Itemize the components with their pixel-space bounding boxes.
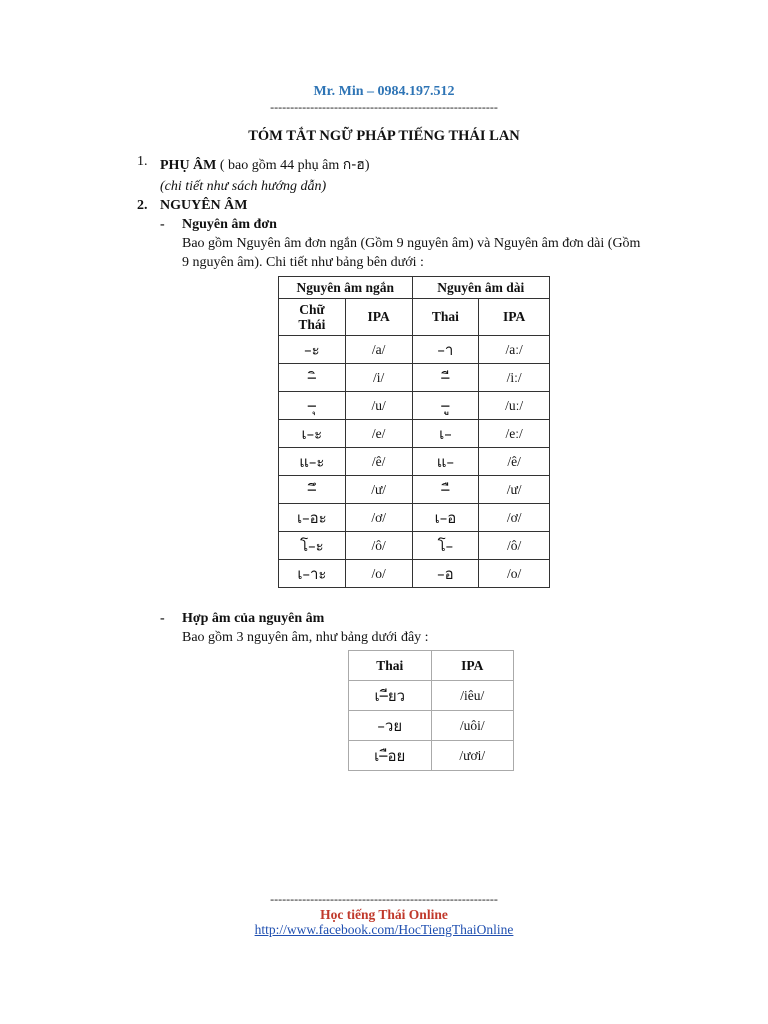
sub2-paragraph: Bao gồm 3 nguyên âm, như bảng dưới đây : bbox=[182, 630, 429, 645]
long-vowel-ipa: /ê/ bbox=[479, 448, 550, 476]
short-vowel-thai: แ–ะ bbox=[279, 448, 346, 476]
section1-note: (chi tiết như sách hướng dẫn) bbox=[160, 179, 327, 194]
cluster-ipa: /uôi/ bbox=[431, 711, 514, 741]
section2-heading: NGUYÊN ÂM bbox=[160, 198, 248, 213]
section1-thai-range: ก-ฮ bbox=[342, 157, 365, 173]
cluster-col-ipa-header: IPA bbox=[431, 651, 514, 681]
col-thai-long-header: Thai bbox=[412, 299, 479, 336]
single-vowels-table bbox=[278, 276, 550, 588]
short-vowel-ipa: /ô/ bbox=[345, 532, 412, 560]
cluster-thai: เ–ือย bbox=[349, 741, 432, 771]
short-vowel-ipa: /ơ/ bbox=[345, 504, 412, 532]
col-ipa-short-header: IPA bbox=[345, 299, 412, 336]
short-vowel-thai: –ึ bbox=[279, 476, 346, 504]
long-vowel-ipa: /aː/ bbox=[479, 336, 550, 364]
long-vowel-ipa: /ơ/ bbox=[479, 504, 550, 532]
header-divider: --------------------------------------------------------- bbox=[270, 100, 498, 114]
table-row bbox=[279, 532, 550, 560]
short-vowel-thai: เ–อะ bbox=[279, 504, 346, 532]
sub2-heading: Hợp âm của nguyên âm bbox=[182, 611, 325, 626]
long-vowel-ipa: /ư/ bbox=[479, 476, 550, 504]
table-row bbox=[349, 681, 514, 711]
footer-divider: --------------------------------------------------------- bbox=[270, 892, 498, 906]
table-row bbox=[279, 336, 550, 364]
short-vowel-ipa: /o/ bbox=[345, 560, 412, 588]
long-vowel-thai: –ู bbox=[412, 392, 479, 420]
table-row bbox=[279, 364, 550, 392]
short-vowel-thai: เ–ะ bbox=[279, 420, 346, 448]
table-row bbox=[279, 504, 550, 532]
short-vowel-thai: –ุ bbox=[279, 392, 346, 420]
long-vowel-thai: แ– bbox=[412, 448, 479, 476]
short-vowel-thai: เ–าะ bbox=[279, 560, 346, 588]
long-vowel-thai: เ– bbox=[412, 420, 479, 448]
section2-number: 2. bbox=[137, 198, 148, 213]
section1-heading: PHỤ ÂM bbox=[160, 158, 217, 173]
short-vowel-ipa: /ư/ bbox=[345, 476, 412, 504]
sub1-paragraph-line1: Bao gồm Nguyên âm đơn ngắn (Gồm 9 nguyên âm) và Nguyên âm đơn dài (Gồm bbox=[182, 236, 641, 251]
long-vowel-thai: –า bbox=[412, 336, 479, 364]
section1-close: ) bbox=[364, 158, 370, 173]
cluster-thai: –วย bbox=[349, 711, 432, 741]
section1-text: ( bao gồm 44 phụ âm bbox=[219, 158, 343, 173]
group-long-header: Nguyên âm dài bbox=[412, 277, 550, 299]
table-row bbox=[279, 420, 550, 448]
short-vowel-thai: –ิ bbox=[279, 364, 346, 392]
short-vowel-thai: –ะ bbox=[279, 336, 346, 364]
footer-title: Học tiếng Thái Online bbox=[320, 907, 448, 922]
short-vowel-ipa: /a/ bbox=[345, 336, 412, 364]
long-vowel-ipa: /iː/ bbox=[479, 364, 550, 392]
col-thai-header-line2: Thái bbox=[298, 317, 326, 332]
long-vowel-ipa: /uː/ bbox=[479, 392, 550, 420]
section1-line bbox=[160, 154, 370, 176]
sub1-heading: Nguyên âm đơn bbox=[182, 217, 277, 232]
sub1-bullet: - bbox=[160, 217, 165, 232]
table-row bbox=[279, 560, 550, 588]
cluster-col-thai-header: Thai bbox=[349, 651, 432, 681]
sub1-paragraph-line2: 9 nguyên âm). Chi tiết như bảng bên dưới : bbox=[182, 255, 424, 270]
header-name: Mr. Min – 0984.197.512 bbox=[313, 84, 455, 99]
table-row bbox=[349, 741, 514, 771]
long-vowel-thai: –อ bbox=[412, 560, 479, 588]
long-vowel-thai: โ– bbox=[412, 532, 479, 560]
cluster-ipa: /ươi/ bbox=[431, 741, 514, 771]
long-vowel-thai: –ี bbox=[412, 364, 479, 392]
table-row bbox=[279, 476, 550, 504]
long-vowel-thai: –ื bbox=[412, 476, 479, 504]
group-short-header: Nguyên âm ngắn bbox=[279, 277, 413, 299]
col-thai-header-line1: Chữ bbox=[299, 302, 325, 317]
table-row bbox=[349, 711, 514, 741]
cluster-ipa: /iêu/ bbox=[431, 681, 514, 711]
short-vowel-ipa: /i/ bbox=[345, 364, 412, 392]
col-thai-header bbox=[279, 299, 346, 336]
table-row bbox=[279, 392, 550, 420]
section1-number: 1. bbox=[137, 154, 148, 169]
short-vowel-ipa: /ê/ bbox=[345, 448, 412, 476]
long-vowel-ipa: /eː/ bbox=[479, 420, 550, 448]
long-vowel-thai: เ–อ bbox=[412, 504, 479, 532]
short-vowel-ipa: /u/ bbox=[345, 392, 412, 420]
col-ipa-long-header: IPA bbox=[479, 299, 550, 336]
footer-facebook-link[interactable]: http://www.facebook.com/HocTiengThaiOnline bbox=[254, 922, 514, 937]
sub2-bullet: - bbox=[160, 611, 165, 626]
vowel-clusters-table bbox=[348, 650, 514, 771]
short-vowel-ipa: /e/ bbox=[345, 420, 412, 448]
short-vowel-thai: โ–ะ bbox=[279, 532, 346, 560]
table-row bbox=[279, 448, 550, 476]
long-vowel-ipa: /ô/ bbox=[479, 532, 550, 560]
cluster-thai: เ–ียว bbox=[349, 681, 432, 711]
long-vowel-ipa: /o/ bbox=[479, 560, 550, 588]
page-title: TÓM TẮT NGỮ PHÁP TIẾNG THÁI LAN bbox=[248, 128, 520, 144]
